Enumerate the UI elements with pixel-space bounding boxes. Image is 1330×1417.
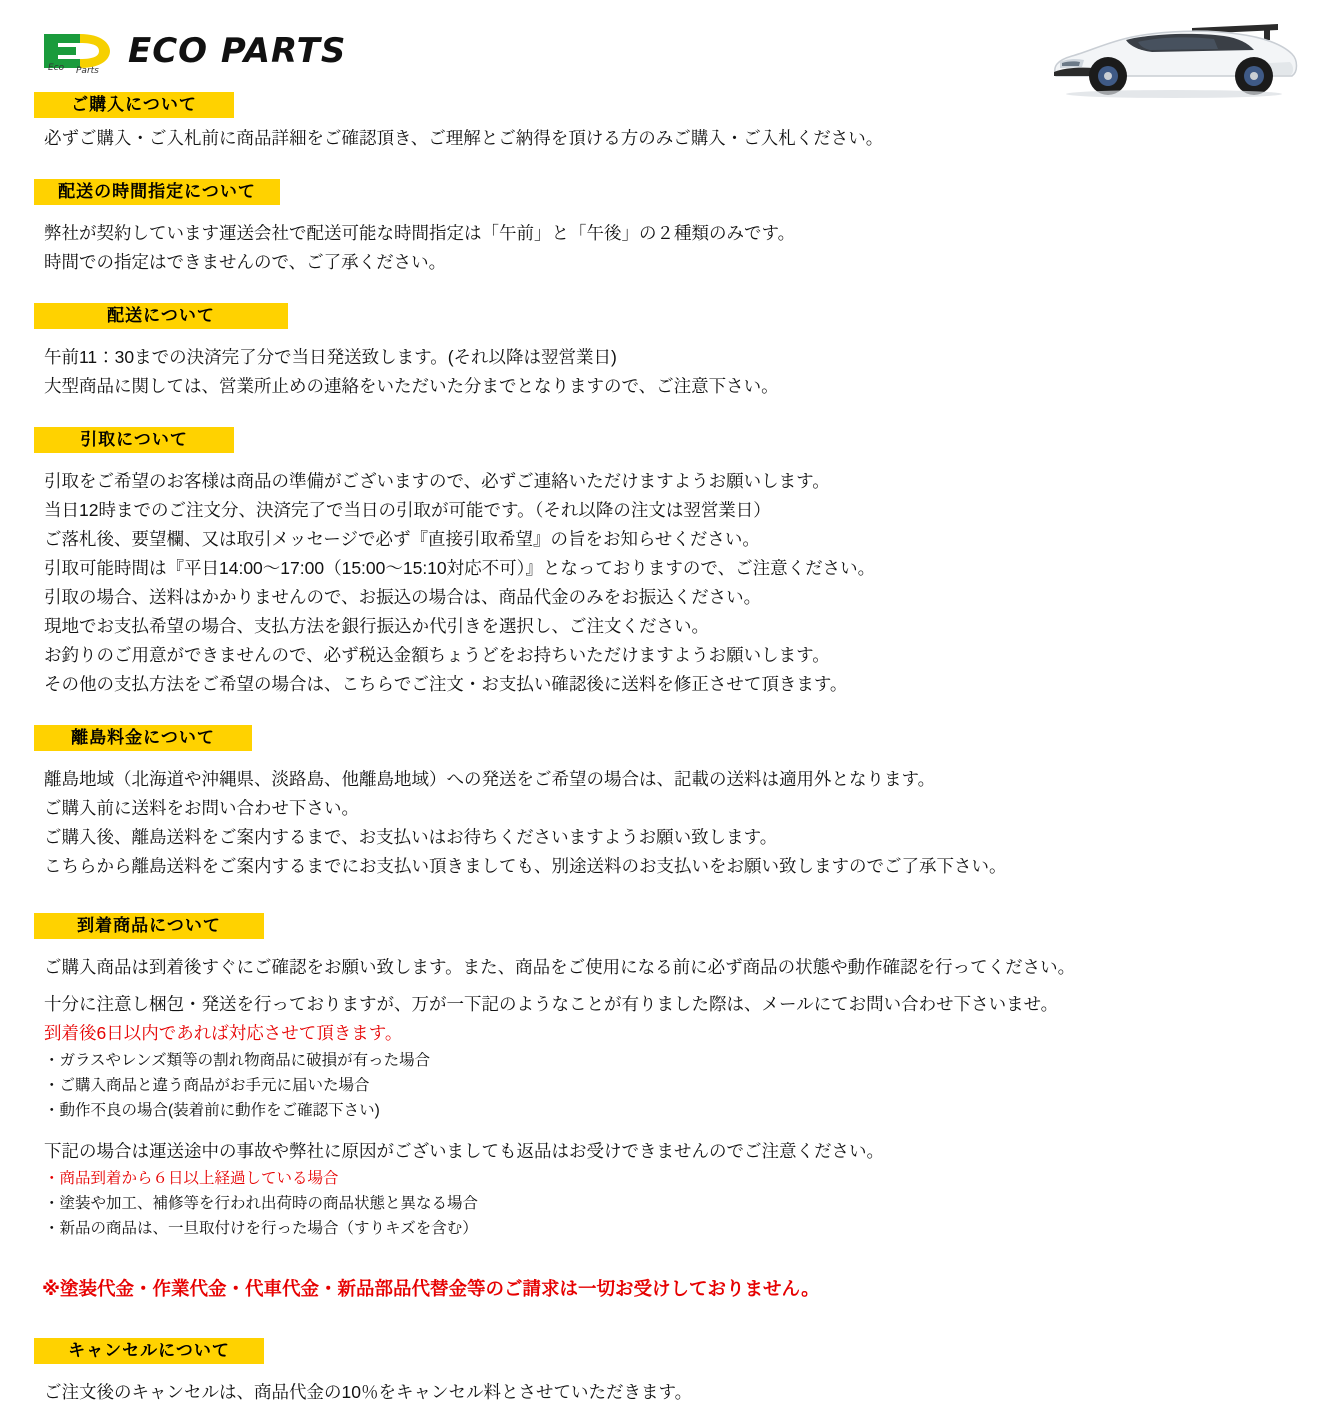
section-delivery-line-2: 大型商品に関しては、営業所止めの連絡をいただいた分までとなりますので、ご注意下さい。 [44,376,779,396]
section-arrival-line-2: 十分に注意し梱包・発送を行っておりますが、万が一下記のようなことが有りました際は、メールにてお問い合わせ下さいませ。 [44,994,1059,1014]
section-heading-delivery-time: 配送の時間指定について [34,179,280,205]
section-cancel-line-1: ご注文後のキャンセルは、商品代金の10％をキャンセル料とさせていただきます。 [44,1382,693,1402]
eco-parts-logo-icon [40,26,114,76]
section-delivery-time-line-1: 弊社が契約しています運送会社で配送可能な時間指定は「午前」と「午後」の２種類のみです。 [44,223,796,243]
section-arrival-warning: ※塗装代金・作業代金・代車代金・新品部品代替金等のご請求は一切お受けしておりません。 [42,1277,820,1299]
section-remote-island [0,725,1330,881]
section-delivery-time-line-2: 時間での指定はできませんので、ご了承ください。 [44,252,447,272]
section-arrival-bullet-ok-1: ・ガラスやレンズ類等の割れ物商品に破損が有った場合 [44,1052,431,1069]
section-heading-arrival: 到着商品について [34,913,264,939]
section-delivery [0,303,1330,401]
section-pickup-line-1: 引取をご希望のお客様は商品の準備がございますので、必ずご連絡いただけますようお願いします。 [44,471,830,491]
section-remote-island-line-1: 離島地域（北海道や沖縄県、淡路島、他離島地域）への発送をご希望の場合は、記載の送料は適用外となります。 [44,769,936,789]
section-heading-delivery: 配送について [34,303,288,329]
section-remote-island-line-2: ご購入前に送料をお問い合わせ下さい。 [44,798,359,818]
section-pickup-line-2: 当日12時までのご注文分、決済完了で当日の引取が可能です。（それ以降の注文は翌営業日） [44,500,771,520]
section-remote-island-line-3: ご購入後、離島送料をご案内するまで、お支払いはお待ちくださいますようお願い致します。 [44,827,778,847]
section-delivery-line-1: 午前11：30までの決済完了分で当日発送致します。(それ以降は翌営業日) [44,347,617,367]
brand-logo [40,26,346,76]
white-sports-car-image [1042,6,1302,98]
section-heading-cancel: キャンセルについて [34,1338,264,1364]
section-arrival [0,913,1330,1304]
section-delivery-time [0,179,1330,277]
section-pickup [0,427,1330,699]
page-header [0,0,1330,92]
section-pickup-line-8: その他の支払方法をご希望の場合は、こちらでご注文・お支払い確認後に送料を修正させて頂きます。 [44,674,848,694]
section-arrival-bullet-ng-3: ・新品の商品は、一旦取付けを行った場合（すりキズを含む） [44,1220,478,1237]
brand-name: ECO PARTS [128,31,347,71]
svg-text:Parts: Parts [76,66,99,76]
section-pickup-line-4: 引取可能時間は『平日14:00〜17:00（15:00〜15:10対応不可）』となっておりますので、ご注意ください。 [44,558,876,578]
svg-text:Eco: Eco [48,63,65,73]
section-arrival-return-note: 下記の場合は運送途中の事故や弊社に原因がございましても返品はお受けできませんのでご注意ください。 [44,1141,884,1161]
section-arrival-bullet-ng-2: ・塗装や加工、補修等を行われ出荷時の商品状態と異なる場合 [44,1195,479,1212]
section-arrival-line-1: ご購入商品は到着後すぐにご確認をお願い致します。また、商品をご使用になる前に必ず商品の状態や動作確認を行ってください。 [44,957,1076,977]
section-purchase-line-1: 必ずご購入・ご入札前に商品詳細をご確認頂き、ご理解とご納得を頂ける方のみご購入・ご入札ください。 [44,128,884,148]
section-arrival-red-note: 到着後6日以内であれば対応させて頂きます。 [44,1023,403,1043]
section-purchase [0,92,1330,153]
section-arrival-bullet-ok-3: ・動作不良の場合(装着前に動作をご確認下さい) [44,1102,380,1119]
section-pickup-line-6: 現地でお支払希望の場合、支払方法を銀行振込か代引きを選択し、ご注文ください。 [44,616,709,636]
section-heading-purchase: ご購入について [34,92,234,118]
section-pickup-line-7: お釣りのご用意ができませんので、必ず税込金額ちょうどをお持ちいただけますようお願いします。 [44,645,830,665]
section-pickup-line-3: ご落札後、要望欄、又は取引メッセージで必ず『直接引取希望』の旨をお知らせください。 [44,529,760,549]
section-heading-pickup: 引取について [34,427,234,453]
section-arrival-bullet-ok-2: ・ご購入商品と違う商品がお手元に届いた場合 [44,1077,370,1094]
section-remote-island-line-4: こちらから離島送料をご案内するまでにお支払い頂きましても、別途送料のお支払いをお願い致しますのでご了承下さい。 [44,856,1007,876]
section-arrival-bullet-ng-1: ・商品到着から６日以上経過している場合 [44,1170,339,1187]
section-cancel [0,1338,1330,1407]
section-pickup-line-5: 引取の場合、送料はかかりませんので、お振込の場合は、商品代金のみをお振込ください。 [44,587,762,607]
section-heading-remote-island: 離島料金について [34,725,252,751]
